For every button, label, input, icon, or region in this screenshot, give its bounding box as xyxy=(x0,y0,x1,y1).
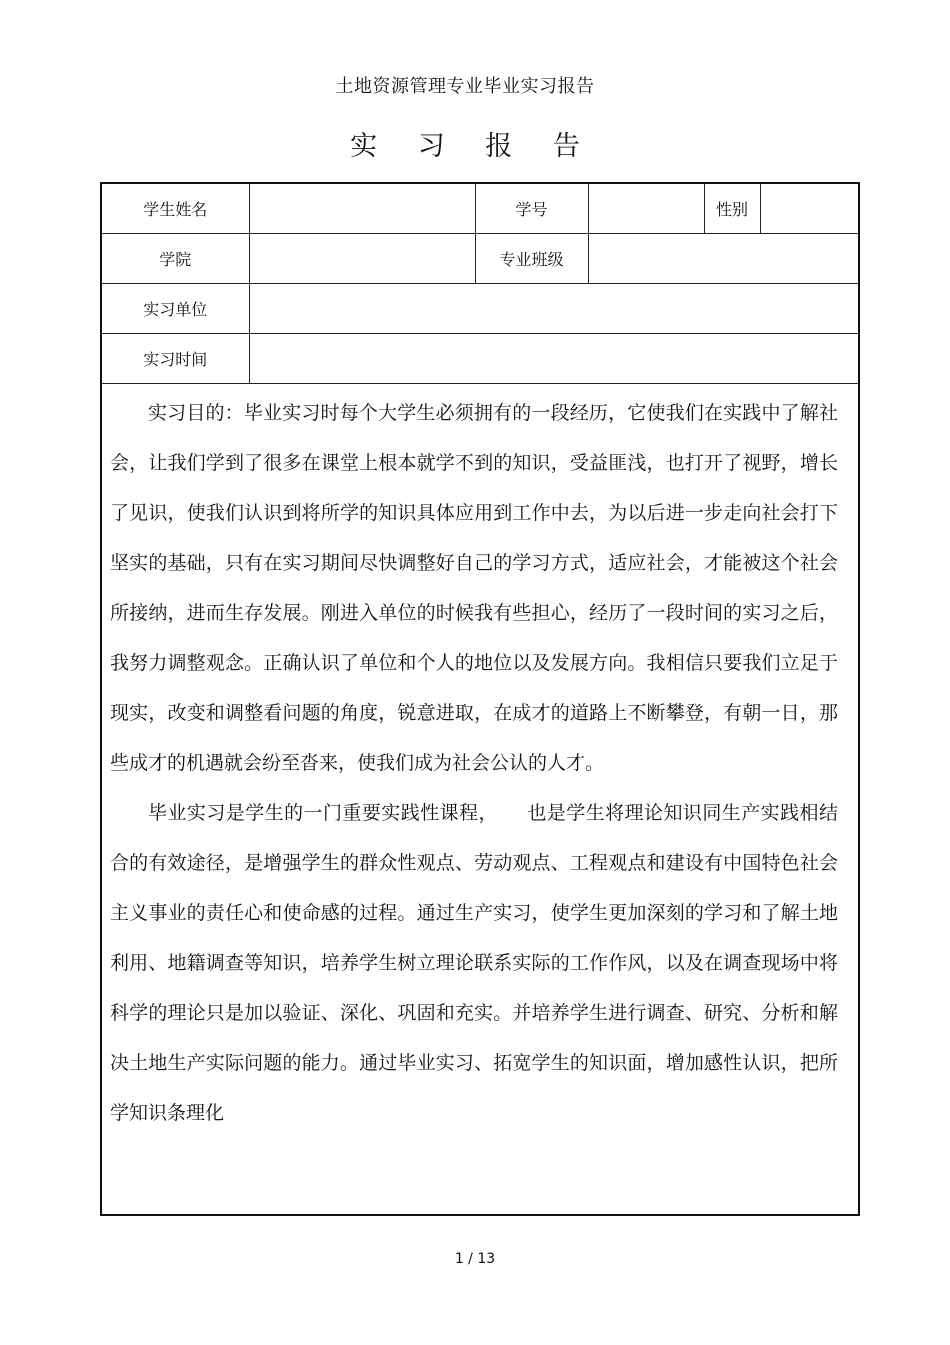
table-row xyxy=(102,334,858,384)
internship-unit-field[interactable] xyxy=(249,284,858,334)
internship-time-label: 实习时间 xyxy=(102,334,249,384)
internship-time-field[interactable] xyxy=(249,334,858,384)
college-label: 学院 xyxy=(102,234,249,284)
student-name-field[interactable] xyxy=(249,184,475,234)
info-table xyxy=(102,184,858,384)
student-name-label: 学生姓名 xyxy=(102,184,249,234)
table-row xyxy=(102,184,858,234)
student-id-field[interactable] xyxy=(588,184,704,234)
report-form xyxy=(100,182,860,1216)
document-title: 实 习 报 告 xyxy=(350,131,596,162)
internship-unit-label: 实习单位 xyxy=(102,284,249,334)
table-row xyxy=(102,234,858,284)
college-field[interactable] xyxy=(249,234,475,284)
page-number: 1 / 13 xyxy=(454,1251,496,1267)
report-body xyxy=(102,384,858,1138)
gender-label: 性别 xyxy=(704,184,760,234)
gender-field[interactable] xyxy=(760,184,858,234)
major-class-label: 专业班级 xyxy=(475,234,588,284)
paragraph-purpose: 实习目的：毕业实习时每个大学生必须拥有的一段经历，它使我们在实践中了解社会，让我们学到了很多在课堂上根本就学不到的知识，受益匪浅，也打开了视野，增长了见识，使我们认识到将所学的知识具体应用到工作中去，为以后进一步走向社会打下坚实的基础，只有在实习期间尽快调整好自己的学习方式，适应社会，才能被这个社会所接纳，进而生存发展。刚进入单位的时候我有些担心，经历了一段时间的实习之后，我努力调整观念。正确认识了单位和个人的地位以及发展方向。我相信只要我们立足于现实，改变和调整看问题的角度，锐意进取，在成才的道路上不断攀登，有朝一日，那些成才的机遇就会纷至沓来，使我们成为社会公认的人才。 xyxy=(110,402,838,774)
paragraph-course: 毕业实习是学生的一门重要实践性课程， 也是学生将理论知识同生产实践相结合的有效途径，是增强学生的群众性观点、劳动观点、工程观点和建设有中国特色社会主义事业的责任心和使命感的过程。通过生产实习，使学生更加深刻的学习和了解土地利用、地籍调查等知识，培养学生树立理论联系实际的工作作风，以及在调查现场中将科学的理论只是加以验证、深化、巩固和充实。并培养学生进行调查、研究、分析和解决土地生产实际问题的能力。通过毕业实习、拓宽学生的知识面，增加感性认识，把所学知识条理化 xyxy=(110,802,838,1124)
major-class-field[interactable] xyxy=(588,234,858,284)
student-id-label: 学号 xyxy=(475,184,588,234)
table-row xyxy=(102,284,858,334)
running-header: 土地资源管理专业毕业实习报告 xyxy=(335,76,595,97)
